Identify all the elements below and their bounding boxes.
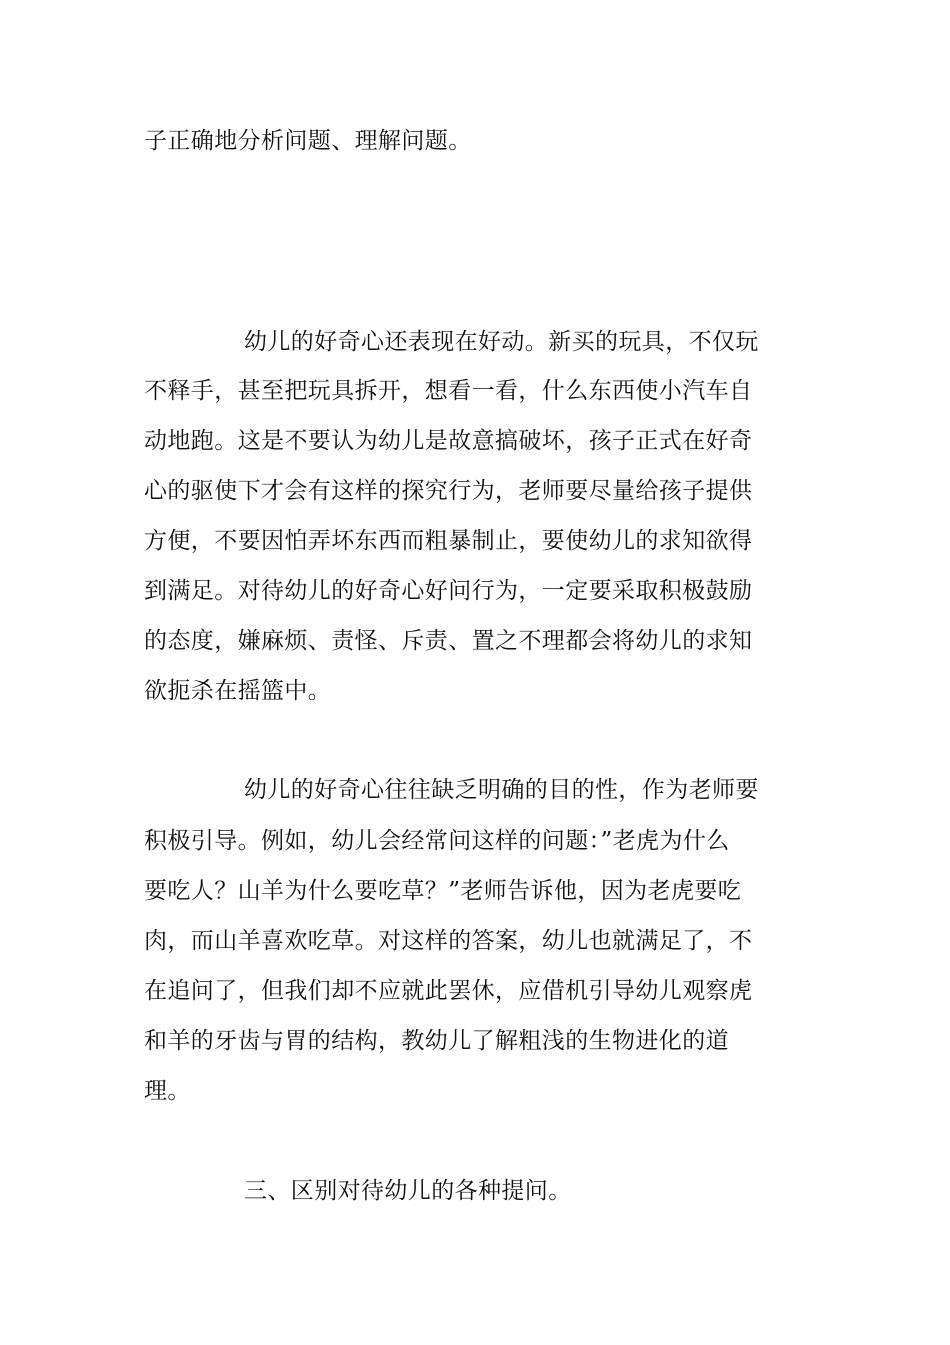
text-line: 不释手，甚至把玩具拆开，想看一看，什么东西使小汽车自 [144,378,753,404]
text-line: 欲扼杀在摇篮中。 [144,678,332,704]
text-line: 肉，而山羊喜欢吃草。对这样的答案，幼儿也就满足了，不 [144,928,753,954]
text-line: 和羊的牙齿与胃的结构，教幼儿了解粗浅的生物进化的道 [144,1028,729,1054]
text-line: 积极引导。例如，幼儿会经常问这样的问题：”老虎为什么 [144,828,730,854]
section-heading: 三、区别对待幼儿的各种提问。 [244,1178,572,1204]
text-line: 要吃人？山羊为什么要吃草？”老师告诉他，因为老虎要吃 [144,878,742,904]
text-line: 在追问了，但我们却不应就此罢休，应借机引导幼儿观察虎 [144,978,753,1004]
text-line: 子正确地分析问题、理解问题。 [144,128,472,154]
text-line: 心的驱使下才会有这样的探究行为，老师要尽量给孩子提供 [144,478,753,504]
text-line: 幼儿的好奇心往往缺乏明确的目的性，作为老师要 [244,777,759,803]
text-line: 幼儿的好奇心还表现在好动。新买的玩具，不仅玩 [244,329,759,355]
text-line: 方便，不要因怕弄坏东西而粗暴制止，要使幼儿的求知欲得 [144,528,753,554]
text-line: 的态度，嫌麻烦、责怪、斥责、置之不理都会将幼儿的求知 [144,628,753,654]
text-line: 理。 [144,1078,191,1104]
text-line: 动地跑。这是不要认为幼儿是故意搞破坏，孩子正式在好奇 [144,428,753,454]
text-line: 到满足。对待幼儿的好奇心好问行为，一定要采取积极鼓励 [144,578,753,604]
